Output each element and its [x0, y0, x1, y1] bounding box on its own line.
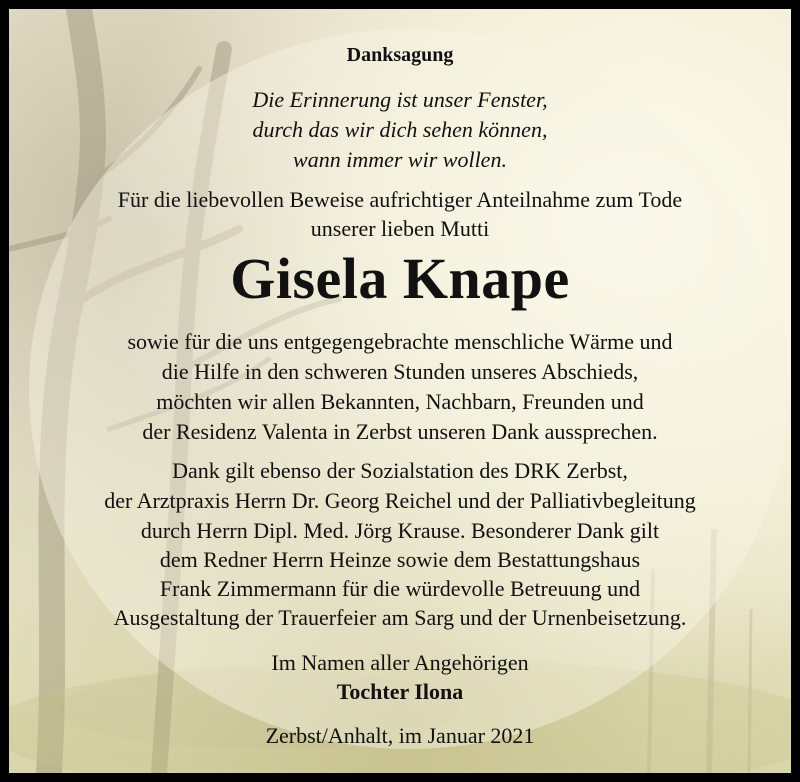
quote-line: durch das wir dich sehen können,: [252, 117, 548, 142]
thanks-line: Dank gilt ebenso der Sozialstation des DRK Zerbst,: [172, 458, 628, 483]
quote-line: Die Erinnerung ist unser Fenster,: [252, 87, 548, 112]
body-line: der Residenz Valenta in Zerbst unseren Dank aussprechen.: [142, 419, 658, 444]
signature-on-behalf: Im Namen aller Angehörigen: [271, 650, 529, 675]
thanks-line: Ausgestaltung der Trauerfeier am Sarg und der Urnenbeisetzung.: [113, 605, 687, 630]
notice-heading: Danksagung: [346, 44, 454, 66]
notice-text: [9, 9, 791, 773]
body-line: möchten wir allen Bekannten, Nachbarn, Freunden und: [156, 389, 644, 414]
intro-line: unserer lieben Mutti: [310, 216, 490, 241]
signature-signer: Tochter Ilona: [336, 679, 464, 704]
deceased-name: Gisela Knape: [230, 246, 570, 311]
body-line: sowie für die uns entgegengebrachte menschliche Wärme und: [127, 329, 673, 354]
thanks-line: Frank Zimmermann für die würdevolle Betreuung und: [159, 576, 641, 601]
thanks-line: dem Redner Herrn Heinze sowie dem Bestattungshaus: [159, 547, 641, 572]
thanks-line: der Arztpraxis Herrn Dr. Georg Reichel und der Palliativbegleitung: [104, 488, 696, 513]
place-date: Zerbst/Anhalt, im Januar 2021: [265, 723, 535, 748]
intro-line: Für die liebevollen Beweise aufrichtiger Anteilnahme zum Tode: [117, 187, 683, 212]
quote-line: wann immer wir wollen.: [293, 147, 507, 172]
body-line: die Hilfe in den schweren Stunden unseres Abschieds,: [161, 359, 639, 384]
thanks-line: durch Herrn Dipl. Med. Jörg Krause. Besonderer Dank gilt: [140, 518, 660, 543]
